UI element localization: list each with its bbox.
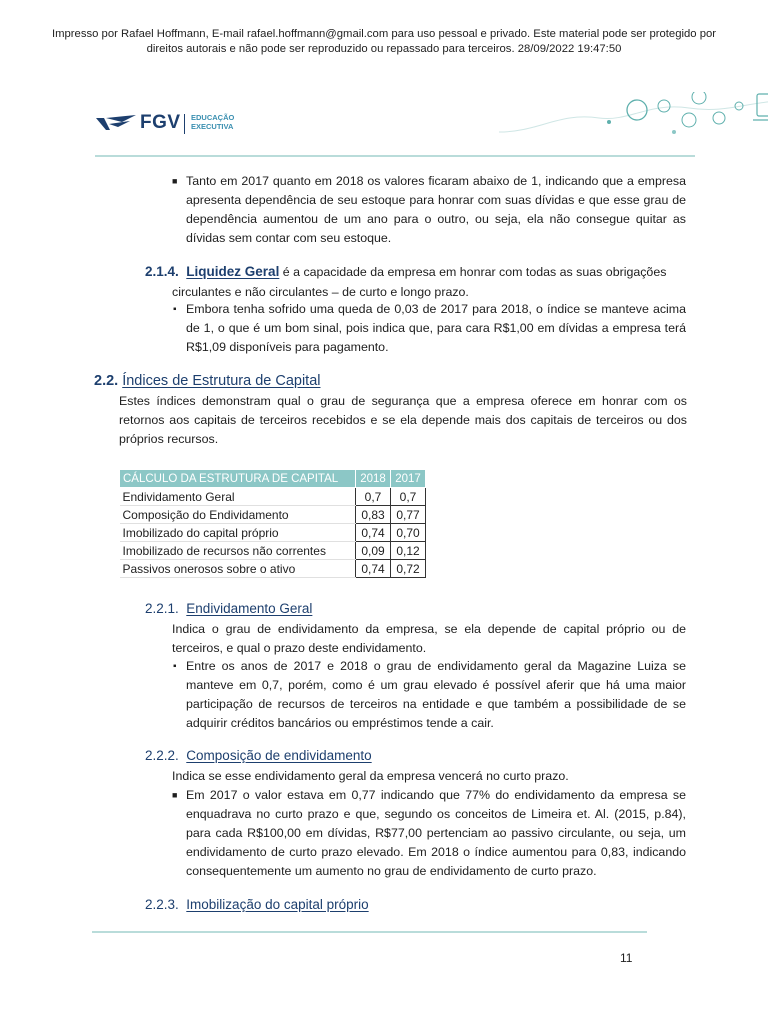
paragraph: Embora tenha sofrido uma queda de 0,03 de 2017 para 2018, o índice se manteve acima de 1, o que é um bom sinal, pois indica que, para cara R$1,00 em dívidas a empresa terá R$1,09 disponíveis para pagamento.: [186, 302, 686, 354]
capital-structure-table: [119, 469, 426, 578]
table-header: CÁLCULO DA ESTRUTURA DE CAPITAL: [120, 470, 356, 488]
table-header: 2017: [391, 470, 426, 488]
paragraph: [186, 172, 686, 248]
table-cell: 0,74: [356, 524, 391, 542]
paragraph: Estes índices demonstram qual o grau de segurança que a empresa oferece em honrar com os retornos aos capitais de terceiros recebidos e se ela depende mais dos capitais de terceiros ou dos próprios recursos.: [119, 394, 687, 446]
table-header-row: [120, 470, 426, 488]
table-cell: Endividamento Geral: [120, 488, 356, 506]
logo-text: FGV: [140, 112, 181, 133]
table-row: [120, 524, 426, 542]
table-row: [120, 560, 426, 578]
heading-2-2: [94, 373, 321, 389]
header-rule: [95, 155, 695, 157]
heading-number: 2.2.: [94, 373, 119, 389]
bullet-text: Tanto em 2017 quanto em 2018 os valores ficaram abaixo de 1, indicando que a empresa apresenta dependência de seu estoque para honrar com suas dívidas e que esse grau de dependência aumentou de um ano para o outro, ou seja, ela não consegue quitar as dívidas sem contar com seu estoque.: [186, 174, 686, 245]
table-row: [120, 506, 426, 524]
table-row: [120, 488, 426, 506]
table-cell: 0,09: [356, 542, 391, 560]
paragraph: Indica o grau de endividamento da empresa, se ela depende de capital próprio ou de terceiros, e qual o prazo deste endividamento.: [172, 622, 686, 655]
heading-title: Liquidez Geral: [186, 264, 280, 279]
table-cell: Imobilizado de recursos não correntes: [120, 542, 356, 560]
table-cell: 0,7: [356, 488, 391, 506]
heading-2-2-1: [145, 601, 312, 616]
logo-divider: [184, 114, 185, 134]
bullet-icon: ▪: [173, 304, 177, 315]
heading-title: Imobilização do capital próprio: [186, 897, 369, 912]
heading-number: 2.2.1.: [145, 601, 179, 616]
footer-rule: [92, 931, 647, 933]
paragraph: Em 2017 o valor estava em 0,77 indicando que 77% do endividamento da empresa se enquadrava no curto prazo e que, segundo os conceitos de Limeira et. Al. (2015, p.84), para cada R$100,00 em dívidas, R$77,00 pertenciam ao passivo circulante, ou seja, um endividamento de curto prazo elevado. Em 2018 o índice aumentou para 0,83, indicando consequentemente um aumento no grau de endividamento de curto prazo.: [186, 788, 686, 878]
heading-title: Endividamento Geral: [186, 601, 313, 616]
bullet-square-icon: ■: [172, 176, 178, 186]
table-row: [120, 542, 426, 560]
fgv-logo-icon: [96, 114, 136, 132]
heading-2-2-2: [145, 748, 372, 763]
heading-number: 2.2.3.: [145, 897, 179, 912]
table-cell: 0,83: [356, 506, 391, 524]
table-cell: 0,12: [391, 542, 426, 560]
paragraph: Indica se esse endividamento geral da empresa vencerá no curto prazo.: [172, 769, 569, 783]
paragraph: circulantes e não circulantes – de curto e longo prazo.: [172, 285, 469, 299]
page-number: 11: [620, 951, 633, 965]
table-header: 2018: [356, 470, 391, 488]
print-notice-line-2: direitos autorais e não pode ser reproduzido ou repassado para terceiros. 28/09/2022 19:47:50: [146, 42, 622, 55]
table-cell: Composição do Endividamento: [120, 506, 356, 524]
page-header: [96, 104, 696, 144]
bullet-square-icon: ■: [172, 790, 178, 800]
bullet-icon: ▪: [173, 661, 177, 672]
logo-sub-line-2: EXECUTIVA: [191, 121, 234, 131]
heading-2-2-3: [145, 897, 369, 912]
table-cell: 0,74: [356, 560, 391, 578]
heading-number: 2.1.4.: [145, 264, 179, 279]
heading-rest: é a capacidade da empresa em honrar com todas as suas obrigações: [279, 265, 667, 279]
table-cell: Passivos onerosos sobre o ativo: [120, 560, 356, 578]
table-cell: 0,7: [391, 488, 426, 506]
heading-title: Composição de endividamento: [186, 748, 372, 763]
logo-sub-line-1: EDUCAÇÃO: [191, 113, 235, 122]
table-cell: 0,77: [391, 506, 426, 524]
print-notice-line-1: Impresso por Rafael Hoffmann, E-mail rafael.hoffmann@gmail.com para uso pessoal e privado. Este material pode ser protegido por: [51, 28, 717, 40]
print-notice: [0, 27, 768, 56]
logo-subtitle: [191, 114, 234, 131]
header-decoration-icon: [499, 92, 768, 142]
table-cell: 0,70: [391, 524, 426, 542]
table-cell: 0,72: [391, 560, 426, 578]
heading-title: Índices de Estrutura de Capital: [122, 373, 321, 389]
heading-2-1-4: [145, 264, 666, 279]
paragraph: Entre os anos de 2017 e 2018 o grau de endividamento geral da Magazine Luiza se manteve em 0,7, porém, como é um grau elevado é possível aferir que há uma maior participação de recursos de terceiros na entidade e que também a possibilidade de se adquirir créditos bancários ou empréstimos tende a cair.: [186, 659, 686, 730]
heading-number: 2.2.2.: [145, 748, 179, 763]
table-cell: Imobilizado do capital próprio: [120, 524, 356, 542]
